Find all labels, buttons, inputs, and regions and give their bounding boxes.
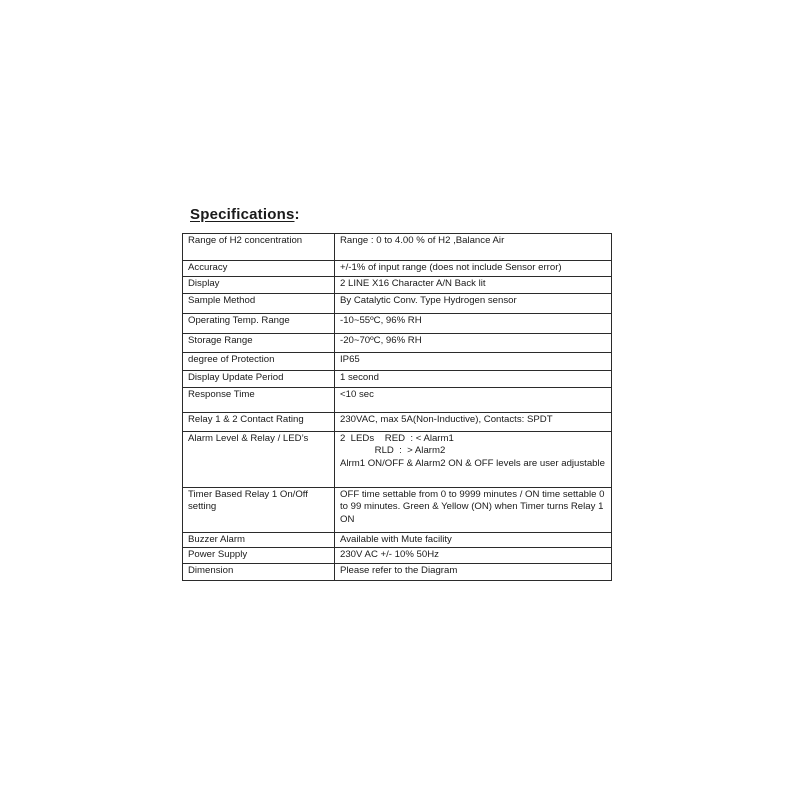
table-row	[183, 548, 612, 564]
value-cell	[335, 431, 612, 487]
specifications-table	[182, 233, 612, 581]
table-row	[183, 412, 612, 431]
value-cell: <10 sec	[335, 387, 612, 412]
param-cell: Timer Based Relay 1 On/Off setting	[183, 487, 335, 532]
value-cell: 230VAC, max 5A(Non-Inductive), Contacts: SPDT	[335, 412, 612, 431]
param-cell: Operating Temp. Range	[183, 313, 335, 333]
param-cell: Range of H2 concentration	[183, 234, 335, 261]
table-row	[183, 564, 612, 581]
value-cell: OFF time settable from 0 to 9999 minutes / ON time settable 0 to 99 minutes. Green & Yellow (ON) when Timer turns Relay 1 ON	[335, 487, 612, 532]
param-cell: Response Time	[183, 387, 335, 412]
alarm-led-rld-line: RLD : > Alarm2	[340, 445, 446, 456]
specifications-heading	[190, 206, 300, 223]
param-cell: Display	[183, 276, 335, 293]
alarm-levels-note: Alrm1 ON/OFF & Alarm2 ON & OFF levels are user adjustable	[340, 457, 605, 469]
table-row	[183, 431, 612, 487]
value-cell: Please refer to the Diagram	[335, 564, 612, 581]
value-cell: Available with Mute facility	[335, 532, 612, 548]
value-cell: -10~55ºC, 96% RH	[335, 313, 612, 333]
table-row	[183, 487, 612, 532]
table-row	[183, 352, 612, 370]
heading-title: Specifications	[190, 206, 295, 223]
alarm-led-red-line: 2 LEDs RED : < Alarm1	[340, 432, 454, 444]
table-row	[183, 532, 612, 548]
param-cell: Accuracy	[183, 261, 335, 277]
value-cell: 230V AC +/- 10% 50Hz	[335, 548, 612, 564]
value-cell: +/-1% of input range (does not include Sensor error)	[335, 261, 612, 277]
value-cell: -20~70ºC, 96% RH	[335, 333, 612, 352]
param-cell: Sample Method	[183, 293, 335, 313]
param-cell: Power Supply	[183, 548, 335, 564]
param-cell: Dimension	[183, 564, 335, 581]
table-row	[183, 276, 612, 293]
param-cell: degree of Protection	[183, 352, 335, 370]
param-cell: Alarm Level & Relay / LED’s	[183, 431, 335, 487]
heading-colon: :	[294, 206, 300, 223]
value-cell: 1 second	[335, 370, 612, 387]
param-cell: Relay 1 & 2 Contact Rating	[183, 412, 335, 431]
table-row	[183, 387, 612, 412]
param-cell: Buzzer Alarm	[183, 532, 335, 548]
value-cell: Range : 0 to 4.00 % of H2 ,Balance Air	[335, 234, 612, 261]
table-row	[183, 370, 612, 387]
table-row	[183, 234, 612, 261]
value-cell: By Catalytic Conv. Type Hydrogen sensor	[335, 293, 612, 313]
param-cell: Display Update Period	[183, 370, 335, 387]
param-cell: Storage Range	[183, 333, 335, 352]
table-row	[183, 293, 612, 313]
value-cell: 2 LINE X16 Character A/N Back lit	[335, 276, 612, 293]
table-row	[183, 261, 612, 277]
table-row	[183, 313, 612, 333]
table-row	[183, 333, 612, 352]
value-cell: IP65	[335, 352, 612, 370]
